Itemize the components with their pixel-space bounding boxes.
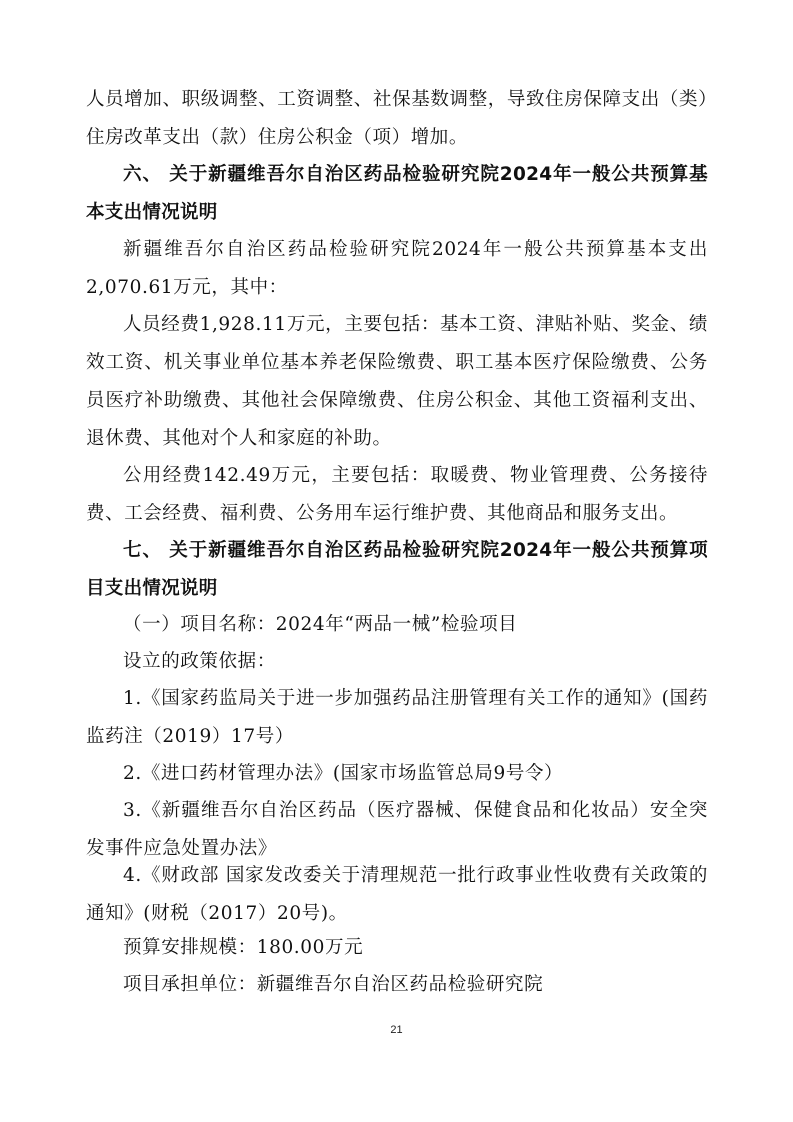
paragraph-public-expense: 公用经费142.49万元，主要包括：取暖费、物业管理费、公务接待费、工会经费、福利费、公务用车运行维护费、其他商品和服务支出。	[86, 465, 708, 524]
policy-item-1: 1.《国家药监局关于进一步加强药品注册管理有关工作的通知》(国药监药注（2019）17号）	[86, 688, 708, 747]
paragraph-project-unit: 项目承担单位：新疆维吾尔自治区药品检验研究院	[123, 974, 544, 995]
paragraph-housing-fund: 人员增加、职级调整、工资调整、社保基数调整，导致住房保障支出（类）住房改革支出（款）住房公积金（项）增加。	[86, 89, 708, 148]
paragraph-budget-scale: 预算安排规模：180.00万元	[123, 937, 364, 958]
policy-item-3: 3.《新疆维吾尔自治区药品（医疗器械、保健食品和化妆品）安全突发事件应急处置办法》	[86, 800, 708, 859]
paragraph-project-name: （一）项目名称：2024年“两品一械”检验项目	[123, 614, 518, 635]
section-heading-seven: 七、 关于新疆维吾尔自治区药品检验研究院2024年一般公共预算项目支出情况说明	[86, 540, 708, 599]
policy-item-2: 2.《进口药材管理办法》(国家市场监管总局9号令）	[123, 763, 564, 784]
page-number: 21	[390, 1024, 403, 1036]
paragraph-personnel-expense: 人员经费1,928.11万元，主要包括：基本工资、津贴补贴、奖金、绩效工资、机关事业单位基本养老保险缴费、职工基本医疗保险缴费、公务员医疗补助缴费、其他社会保障缴费、住房公积金、其他工资福利支出、退休费、其他对个人和家庭的补助。	[86, 314, 708, 449]
policy-item-4: 4.《财政部 国家发改委关于清理规范一批行政事业性收费有关政策的通知》(财税（2017）20号)。	[86, 865, 708, 924]
paragraph-basic-expenditure: 新疆维吾尔自治区药品检验研究院2024年一般公共预算基本支出2,070.61万元，其中：	[86, 239, 708, 298]
section-heading-six: 六、 关于新疆维吾尔自治区药品检验研究院2024年一般公共预算基本支出情况说明	[86, 164, 708, 223]
paragraph-policy-basis: 设立的政策依据：	[123, 651, 276, 672]
